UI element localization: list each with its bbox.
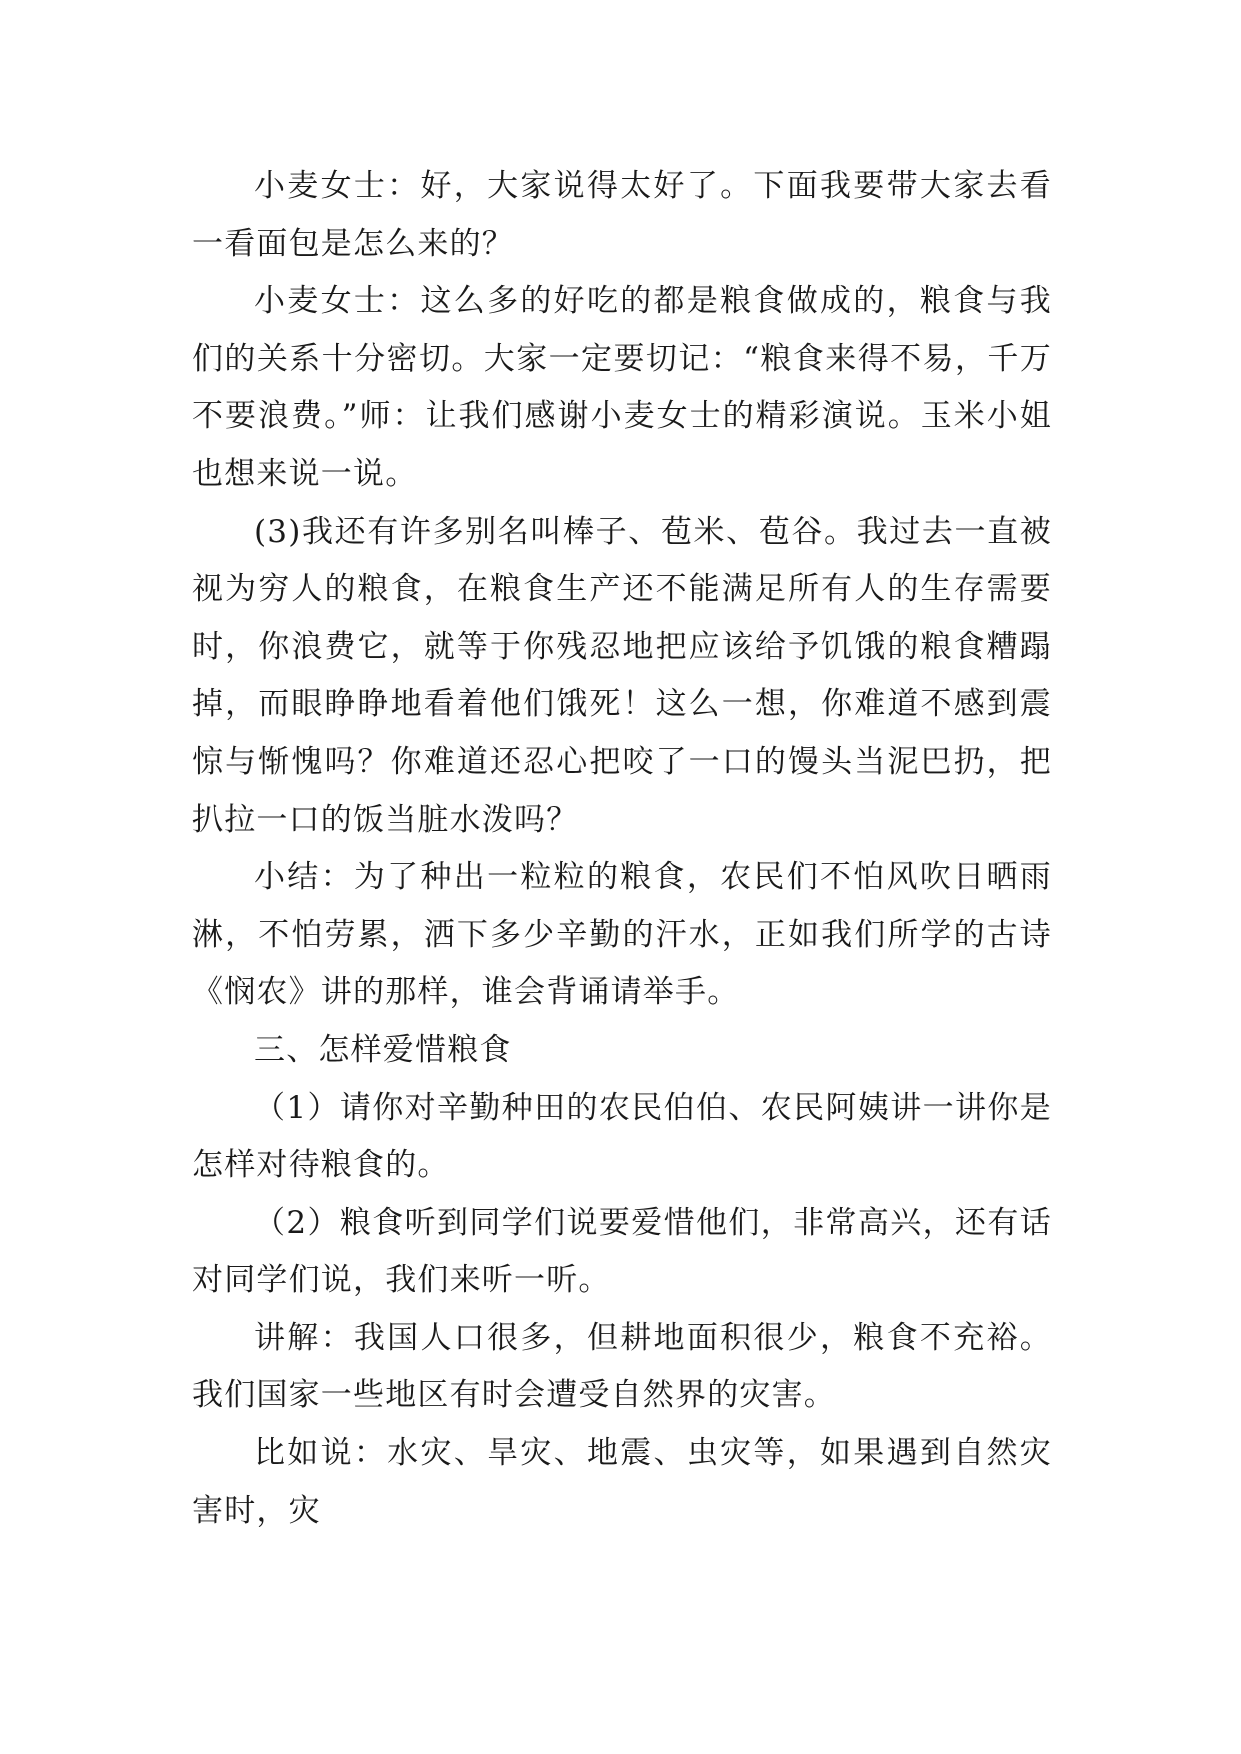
paragraph-disaster-examples: 比如说：水灾、旱灾、地震、虫灾等，如果遇到自然灾害时，灾 (192, 1435, 1052, 1529)
paragraph-corn-speech: (3)我还有许多别名叫棒子、苞米、苞谷。我过去一直被视为穷人的粮食，在粮食生产还不能满足所有人的生存需要时，你浪费它，就等于你残忍地把应该给予饥饿的粮食糟蹋掉，而眼睁睁地看着他们饿死！这么一想，你难道不感到震惊与惭愧吗？你难道还忍心把咬了一口的馒头当泥巴扔，把扒拉一口的饭当脏水泼吗？ (192, 513, 1052, 838)
paragraph-wheat-intro: 小麦女士：好，大家说得太好了。下面我要带大家去看一看面包是怎么来的？ (192, 168, 1052, 262)
document-body (192, 158, 1052, 1540)
paragraph-summary: 小结：为了种出一粒粒的粮食，农民们不怕风吹日晒雨淋，不怕劳累，洒下多少辛勤的汗水，正如我们所学的古诗《悯农》讲的那样，谁会背诵请举手。 (192, 859, 1052, 1011)
paragraph-item-1: （1）请你对辛勤种田的农民伯伯、农民阿姨讲一讲你是怎样对待粮食的。 (192, 1089, 1052, 1184)
section-heading-cherish-grain: 三、怎样爱惜粮食 (254, 1031, 512, 1068)
paragraph-wheat-summary: 小麦女士：这么多的好吃的都是粮食做成的，粮食与我们的关系十分密切。大家一定要切记：“粮食来得不易，千万不要浪费。”师：让我们感谢小麦女士的精彩演说。玉米小姐也想来说一说。 (192, 283, 1052, 492)
paragraph-item-2: （2）粮食听到同学们说要爱惜他们，非常高兴，还有话对同学们说，我们来听一听。 (192, 1204, 1052, 1299)
paragraph-explanation: 讲解：我国人口很多，但耕地面积很少，粮食不充裕。我们国家一些地区有时会遭受自然界的灾害。 (192, 1319, 1052, 1414)
